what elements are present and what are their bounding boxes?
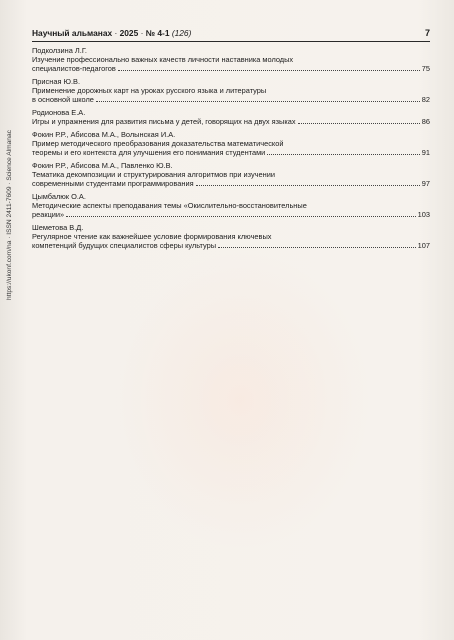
- entry-title-last-line: [32, 148, 430, 157]
- entry-page-number[interactable]: 107: [417, 241, 430, 250]
- issue: № 4-1: [145, 28, 170, 38]
- entry-title-line: Пример методического преобразования доказательства математической: [32, 139, 284, 148]
- journal-title: Научный альманах: [32, 28, 113, 38]
- entry-title-line: реакции»: [32, 210, 65, 219]
- entry-title-line: в основной школе: [32, 95, 94, 104]
- entry-title-line: теоремы и его контекста для улучшения его понимания студентами: [32, 148, 266, 157]
- table-of-contents: [32, 46, 430, 254]
- side-margin-text: [6, 60, 18, 300]
- dot-leader: [298, 122, 420, 124]
- entry-page-number[interactable]: 75: [421, 64, 430, 73]
- entry-title-line: специалистов-педагогов: [32, 64, 116, 73]
- entry-authors: Шеметова В.Д.: [32, 223, 84, 232]
- entry-title-line: Регулярное чтение как важнейшее условие формирования ключевых: [32, 232, 272, 241]
- entry-page-number[interactable]: 86: [421, 117, 430, 126]
- side-url-issn: https://ukonf.com/na · ISSN 2411-7609 · Science Almanac: [6, 130, 13, 300]
- running-header: [32, 28, 430, 40]
- entry-title-last-line: [32, 241, 430, 250]
- entry-title-line: Тематика декомпозиции и структурирования алгоритмов при изучении: [32, 170, 275, 179]
- separator: ·: [140, 28, 144, 38]
- entry-authors: Фокин Р.Р., Абисова М.А., Павленко Ю.В.: [32, 161, 173, 170]
- entry-authors: Присная Ю.В.: [32, 77, 80, 86]
- journal-citation: [32, 28, 191, 38]
- entry-page-number[interactable]: 103: [417, 210, 430, 219]
- paper-stain: [110, 250, 370, 550]
- issue-number: (126): [171, 28, 192, 38]
- dot-leader: [66, 215, 415, 217]
- entry-authors: Родионова Е.А.: [32, 108, 86, 117]
- page-number: 7: [424, 28, 430, 38]
- entry-authors: Цымбалюк О.А.: [32, 192, 86, 201]
- toc-entry[interactable]: [32, 223, 430, 250]
- entry-title-line: Изучение профессионально важных качеств личности наставника молодых: [32, 55, 294, 64]
- entry-title-line: современными студентами программирования: [32, 179, 194, 188]
- entry-title-line: Методические аспекты преподавания темы «Окислительно-восстановительные: [32, 201, 307, 210]
- entry-page-number[interactable]: 97: [421, 179, 430, 188]
- dot-leader: [196, 184, 420, 186]
- entry-title: [32, 139, 430, 157]
- entry-title-last-line: [32, 210, 430, 219]
- entry-authors: Подколзина Л.Г.: [32, 46, 87, 55]
- entry-title: [32, 55, 430, 73]
- toc-entry[interactable]: [32, 192, 430, 219]
- entry-title-line: Применение дорожных карт на уроках русского языка и литературы: [32, 86, 267, 95]
- entry-title-last-line: [32, 179, 430, 188]
- toc-entry[interactable]: [32, 161, 430, 188]
- entry-title-line: Игры и упражнения для развития письма у детей, говорящих на двух языках: [32, 117, 296, 126]
- entry-title-last-line: [32, 95, 430, 104]
- toc-entry[interactable]: [32, 46, 430, 73]
- entry-page-number[interactable]: 91: [421, 148, 430, 157]
- entry-title: [32, 170, 430, 188]
- header-rule: [32, 41, 430, 42]
- entry-title-line: компетенций будущих специалистов сферы культуры: [32, 241, 217, 250]
- entry-page-number[interactable]: 82: [421, 95, 430, 104]
- toc-entry[interactable]: [32, 77, 430, 104]
- entry-title-last-line: [32, 117, 430, 126]
- entry-title-last-line: [32, 64, 430, 73]
- toc-entry[interactable]: [32, 108, 430, 126]
- entry-authors: Фокин Р.Р., Абисова М.А., Волынская И.А.: [32, 130, 176, 139]
- toc-entry[interactable]: [32, 130, 430, 157]
- dot-leader: [118, 69, 420, 71]
- dot-leader: [96, 100, 420, 102]
- entry-title: [32, 86, 430, 104]
- entry-title: [32, 232, 430, 250]
- year: 2025: [119, 28, 139, 38]
- separator: ·: [114, 28, 118, 38]
- entry-title: [32, 117, 430, 126]
- dot-leader: [267, 153, 419, 155]
- entry-title: [32, 201, 430, 219]
- dot-leader: [218, 246, 416, 248]
